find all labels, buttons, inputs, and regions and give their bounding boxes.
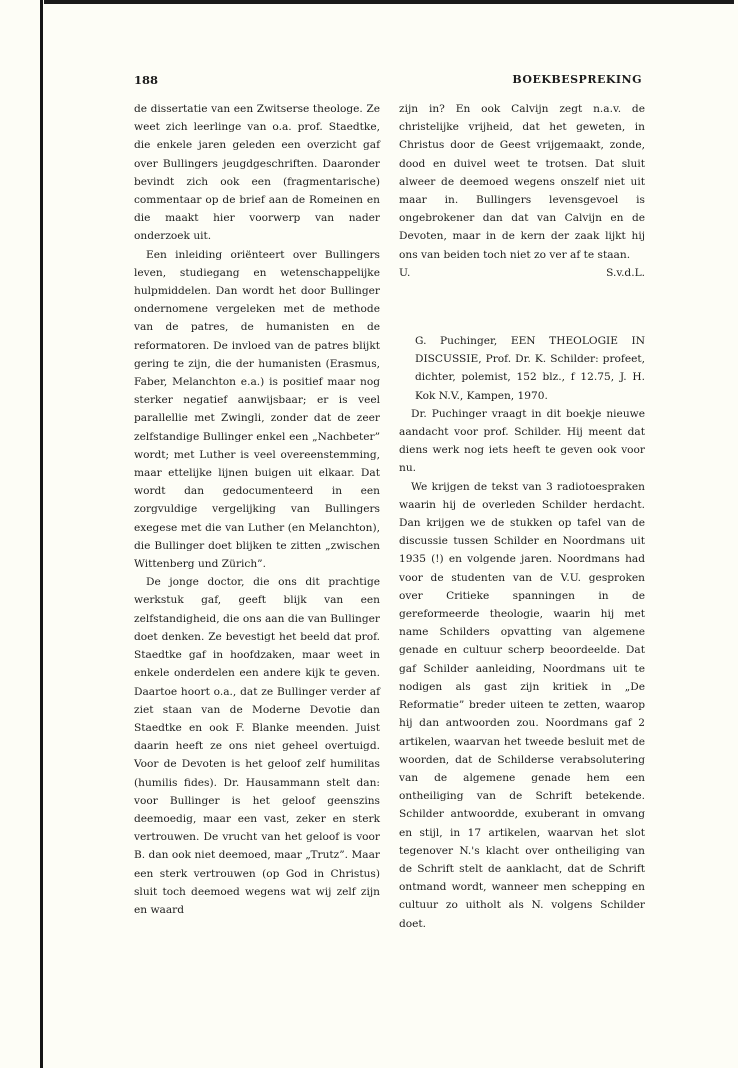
paragraph: de dissertatie van een Zwitserse theologe. Ze weet zich leerlinge van o.a. prof. Staedtke, die enkele jaren geleden een overzicht gaf over Bullingers jeugdgeschriften. Daaronder bevindt zich ook een (fragmentarische) commentaar op de brief aan de Romeinen en die maakt hier voorwerp van nader onderzoek uit.	[134, 103, 380, 243]
review-citation: G. Puchinger, EEN THEOLOGIE IN DISCUSSIE, Prof. Dr. K. Schilder: profeet, dichter, polemist, 152 blz., f 12.75, J. H. Kok N.V., Kampen, 1970.	[415, 335, 645, 402]
left-column	[134, 100, 380, 919]
paragraph: We krijgen de tekst van 3 radiotoespraken waarin hij de overleden Schilder herdacht. Dan krijgen we de stukken op tafel van de discussie tussen Schilder en Noordmans uit 1935 (!) en volgende jaren. Noordmans had voor de studenten van de V.U. gesproken over Critieke spanningen in de gereformeerde theologie, waarin hij met name Schilders opvatting van algemene genade en cultuur scherp beoordeelde. Dat gaf Schilder aanleiding, Noordmans uit te nodigen als gast zijn kritiek in „De Reformatie” breder uiteen te zetten, waarop hij dan antwoorden zou. Noordmans gaf 2 artikelen, waarvan het tweede besluit met de woorden, dat de Schilderse verabsolutering van de algemene genade hem een ontheiliging van de Schrift betekende. Schilder antwoordde, exuberant in omvang en stijl, in 17 artikelen, waarvan het slot tegenover N.'s klacht over ontheiliging van de Schrift stelt de aanklacht, dat de Schrift ontmand wordt, wanneer men schepping en cultuur zo uitholt als N. volgens Schilder doet.	[399, 480, 645, 930]
running-head: BOEKBESPREKING	[512, 73, 642, 86]
section-gap	[399, 282, 645, 332]
signature-line	[399, 264, 645, 282]
paragraph: De jonge doctor, die ons dit prachtige werkstuk gaf, geeft blijk van een zelfstandigheid, die ons aan die van Bullinger doet denken. Ze bevestigt het beeld dat prof. Staedtke gaf in hoofdzaken, maar weet in enkele onderdelen een andere kijk te geven. Daartoe hoort o.a., dat ze Bullinger verder af ziet staan van de Moderne Devotie dan Staedtke en ook F. Blanke meenden. Juist daarin heeft ze ons niet geheel overtuigd. Voor de Devoten is het geloof zelf humilitas (humilis fides). Dr. Hausammann stelt dan: voor Bullinger is het geloof geenszins deemoedig, maar een vast, zeker en sterk vertrouwen. De vrucht van het geloof is voor B. dan ook niet deemoed, maar „Trutz”. Maar een sterk vertrouwen (op God in Christus) sluit toch deemoed wegens wat wij zelf zijn en waard	[134, 576, 380, 916]
top-border-rule	[44, 0, 734, 4]
right-column	[399, 100, 645, 933]
review-heading	[415, 332, 645, 405]
left-border-rule	[40, 0, 43, 1068]
signature-initial: U.	[399, 266, 411, 279]
paragraph: Een inleiding oriënteert over Bullingers leven, studiegang en wetenschappelijke hulpmiddelen. Dan wordt het door Bullinger ondernomene vergeleken met de methode van de patres, de humanisten en de reformatoren. De invloed van de patres blijkt gering te zijn, die der humanisten (Erasmus, Faber, Melanchton e.a.) is positief maar nog sterker negatief aanwijsbaar; er is veel parallellie met Zwingli, zonder dat de zeer zelfstandige Bullinger enkel een „Nachbeter” wordt; met Luther is veel overeenstemming, maar ettelijke lijnen buigen uit elkaar. Dat wordt dan gedocumenteerd in een zorgvuldige vergelijking van Bullingers exegese met die van Luther (en Melanchton), die Bullinger doet blijken te zitten „zwischen Wittenberg und Zürich”.	[134, 248, 380, 571]
signature-author: S.v.d.L.	[606, 266, 645, 279]
paragraph: zijn in? En ook Calvijn zegt n.a.v. de christelijke vrijheid, dat het geweten, in Christus door de Geest vrijgemaakt, zonde, dood en duivel weet te trotsen. Dat sluit alweer de deemoed wegens onszelf niet uit maar in. Bullingers levensgevoel is ongebrokener dan dat van Calvijn en de Devoten, maar in de kern der zaak lijkt hij ons van beiden toch niet zo ver af te staan.	[399, 103, 645, 261]
page-number: 188	[134, 73, 159, 87]
paragraph: Dr. Puchinger vraagt in dit boekje nieuwe aandacht voor prof. Schilder. Hij meent dat diens werk nog iets heeft te geven ook voor nu.	[399, 407, 645, 475]
